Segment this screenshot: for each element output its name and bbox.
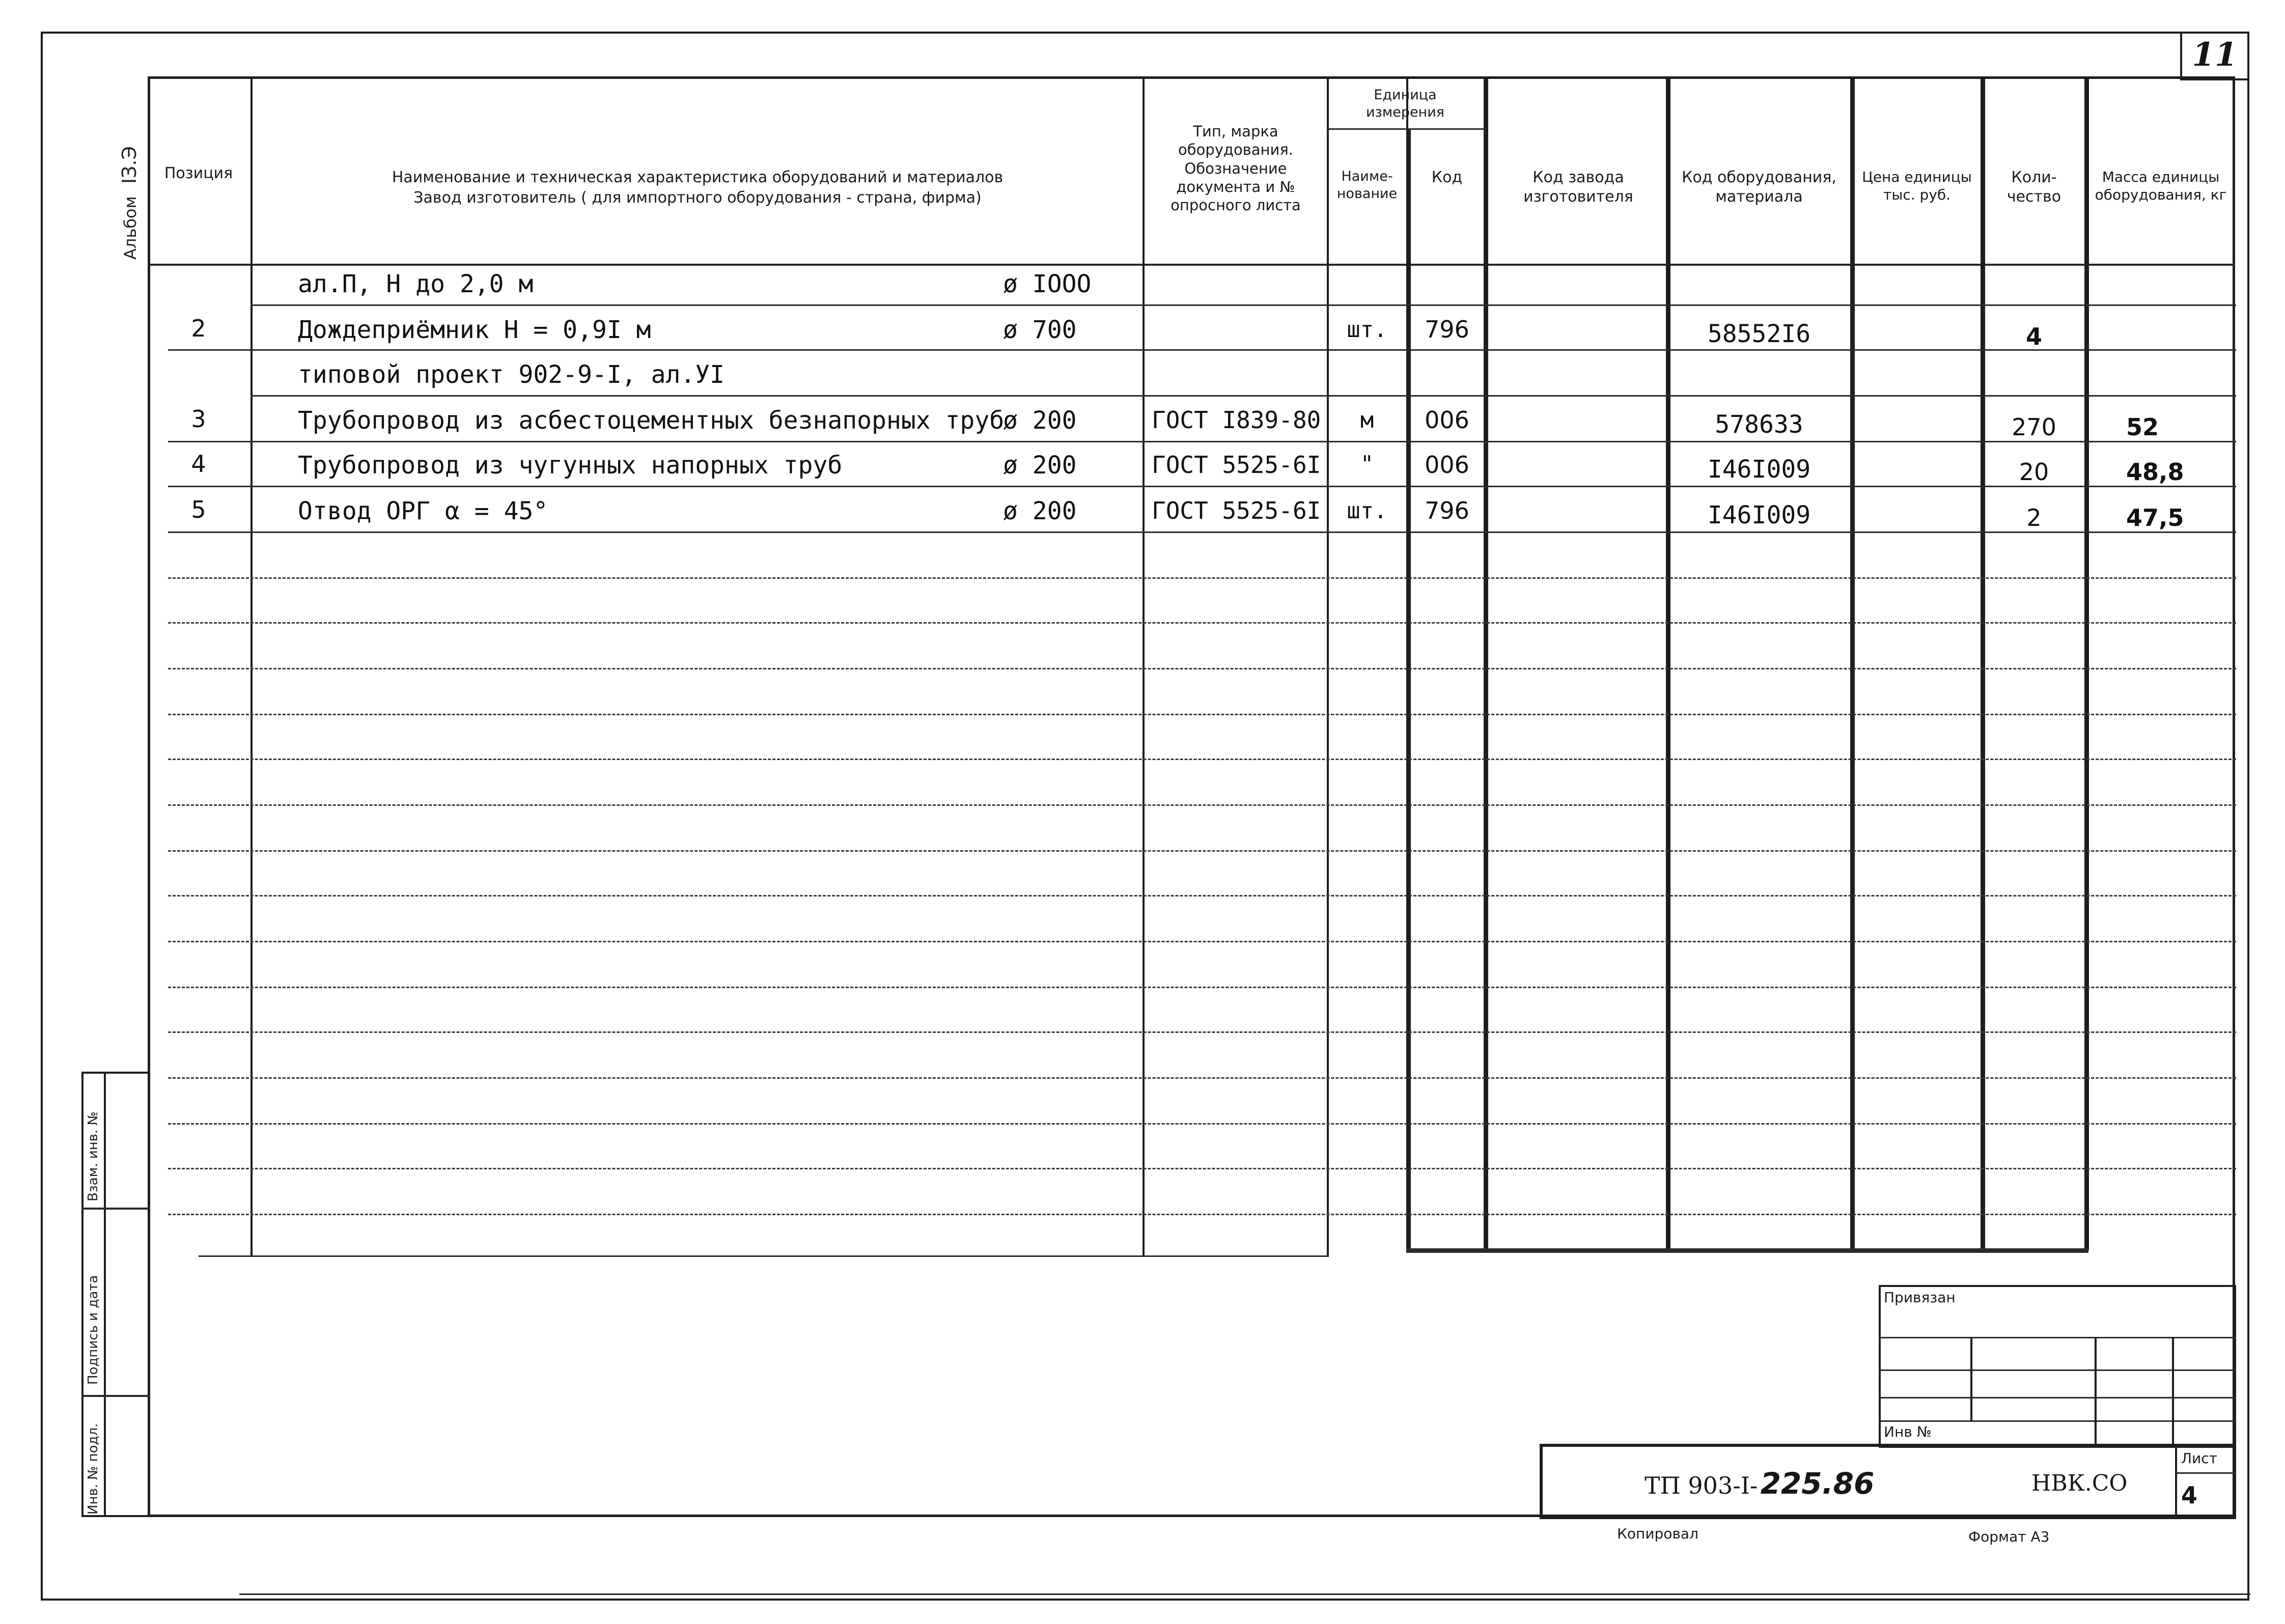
row-line: [168, 1214, 2236, 1215]
header-name-line2: Завод изготовитель ( для импортного оборудования - страна, фирма): [413, 189, 982, 207]
col-line-price: [1850, 76, 1855, 1250]
row-unit: шт.: [1347, 317, 1387, 343]
row-equip-code: I46I009: [1707, 501, 1811, 529]
row-line: [168, 941, 2236, 942]
designation-number: 225.86: [1760, 1466, 1875, 1501]
row-diameter: ø IООО: [1003, 270, 1092, 298]
side-stamp-divider: [104, 1072, 106, 1517]
row-unit: шт.: [1347, 498, 1387, 524]
row-unit: м: [1360, 407, 1374, 433]
row-unit-code: 006: [1425, 406, 1469, 434]
row-line: [168, 804, 2236, 806]
sheet-mark: 11: [2192, 36, 2238, 74]
row-line: [168, 441, 2236, 442]
main-stamp-sheet-divider: [2175, 1444, 2177, 1519]
col-line-mass: [2084, 76, 2089, 1250]
header-bottom-line: [148, 264, 2235, 266]
row-position: 5: [191, 496, 206, 523]
row-type: ГОСТ I839-80: [1152, 406, 1321, 434]
sheet-number: 4: [2181, 1481, 2198, 1509]
col-line-name: [250, 76, 253, 1256]
row-line: [168, 349, 2236, 351]
designation: [1645, 1466, 1874, 1501]
row-diameter: ø 200: [1003, 406, 1077, 435]
side-label-inv-replace: Взам. инв. №: [86, 1111, 101, 1201]
row-name: Трубопровод из чугунных напорных труб: [298, 451, 843, 480]
side-stamp-sep: [81, 1208, 150, 1210]
row-line: [168, 531, 2236, 533]
row-quantity: 20: [2019, 458, 2049, 486]
row-line: [168, 486, 2236, 487]
row-diameter: ø 200: [1003, 451, 1077, 480]
header-name-line1: Наименование и техническая характеристика оборудований и материалов: [392, 169, 1004, 186]
side-label-sign-date: Подпись и дата: [86, 1275, 101, 1385]
side-label-inv-orig: Инв. № подл.: [86, 1423, 101, 1515]
album-label: [118, 146, 141, 260]
row-unit: ": [1360, 451, 1374, 477]
row-line: [168, 622, 2236, 624]
col-line-factory: [1484, 76, 1488, 1250]
row-line: [168, 1168, 2236, 1169]
format-label: Формат А3: [1968, 1528, 2050, 1545]
bound-label: Привязан: [1884, 1289, 1956, 1306]
header-position: Позиция: [164, 164, 233, 182]
row-name: Трубопровод из асбестоцементных безнапорных труб: [298, 406, 1005, 435]
row-line: [168, 987, 2236, 988]
header-factory-code: Код завода изготовителя: [1523, 169, 1633, 206]
bound-line: [1879, 1397, 2236, 1398]
copied-label: Копировал: [1617, 1525, 1698, 1542]
sheet-label: Лист: [2181, 1450, 2217, 1467]
album-number: IЗ.Э: [118, 146, 141, 184]
row-line: [250, 395, 2236, 397]
bound-col: [1970, 1337, 1972, 1420]
row-line: [168, 850, 2236, 852]
row-diameter: ø 200: [1003, 497, 1077, 525]
main-stamp-sheet-line: [2175, 1472, 2236, 1474]
album-label-text: Альбом: [121, 196, 140, 260]
row-name: Дождеприёмник Н = 0,9I м: [298, 316, 651, 344]
col-line-equip: [1666, 76, 1670, 1250]
row-diameter: ø 700: [1003, 316, 1077, 344]
bound-line: [1879, 1420, 2236, 1422]
right-block-bottom: [1406, 1248, 2088, 1253]
row-mass: 47,5: [2126, 504, 2184, 531]
header-mass: Масса единицы оборудования, кг: [2095, 169, 2227, 203]
row-mass: 48,8: [2126, 458, 2184, 486]
header-equip-code: Код оборудования, материала: [1682, 169, 1836, 206]
section-code: НВК.СО: [2031, 1470, 2128, 1496]
col-line-qty: [1981, 76, 1985, 1250]
bottom-margin-line: [239, 1593, 2250, 1595]
row-type: ГОСТ 5525-6I: [1152, 497, 1321, 524]
bound-line: [1879, 1337, 2236, 1338]
col-line-unit-code: [1406, 128, 1411, 1250]
bound-block: [1879, 1285, 2236, 1448]
row-type: ГОСТ 5525-6I: [1152, 451, 1321, 479]
row-position: 3: [191, 405, 206, 433]
header-type: Тип, марка оборудования. Обозначение документа и № опросного листа: [1171, 123, 1301, 214]
row-quantity: 4: [2025, 323, 2042, 350]
header-unit-name: Наиме-нование: [1336, 169, 1398, 202]
row-mass: 52: [2126, 413, 2159, 441]
row-name: типовой проект 902-9-I, ал.УI: [298, 360, 725, 389]
row-line: [168, 714, 2236, 715]
row-line: [168, 577, 2236, 579]
row-quantity: 270: [2012, 413, 2056, 441]
bound-line: [1879, 1369, 2236, 1371]
row-name: ал.П, Н до 2,0 м: [298, 270, 534, 298]
row-equip-code: 58552I6: [1707, 320, 1811, 348]
row-unit-code: 796: [1425, 316, 1469, 343]
row-line: [168, 1031, 2236, 1033]
row-line: [199, 1255, 1329, 1257]
designation-prefix: ТП 903-I-: [1645, 1472, 1758, 1499]
bound-col: [2172, 1337, 2174, 1448]
row-unit-code: 006: [1425, 451, 1469, 479]
row-position: 2: [191, 315, 206, 342]
unit-group-divider: [1327, 128, 1486, 130]
row-line: [168, 895, 2236, 897]
header-unit-group: Единица измерения: [1366, 87, 1445, 120]
row-position: 4: [191, 450, 206, 478]
row-quantity: 2: [2026, 504, 2042, 531]
header-price: Цена единицы тыс. руб.: [1862, 169, 1972, 203]
header-unit-code: Код: [1431, 169, 1463, 186]
row-line: [168, 1077, 2236, 1079]
row-line: [250, 304, 2236, 306]
row-line: [168, 1123, 2236, 1125]
row-equip-code: I46I009: [1707, 455, 1811, 484]
col-line-unit: [1327, 76, 1329, 1256]
col-line-type: [1142, 76, 1145, 1256]
row-unit-code: 796: [1425, 497, 1469, 524]
header-quantity: Коли-чество: [2007, 169, 2061, 206]
inv-no-label: Инв №: [1884, 1423, 1932, 1440]
row-name: Отвод ОРГ α = 45°: [298, 497, 548, 525]
row-equip-code: 578633: [1715, 410, 1803, 439]
bound-col: [2095, 1337, 2097, 1448]
row-line: [168, 668, 2236, 669]
side-stamp-sep: [81, 1395, 150, 1397]
row-line: [168, 759, 2236, 760]
